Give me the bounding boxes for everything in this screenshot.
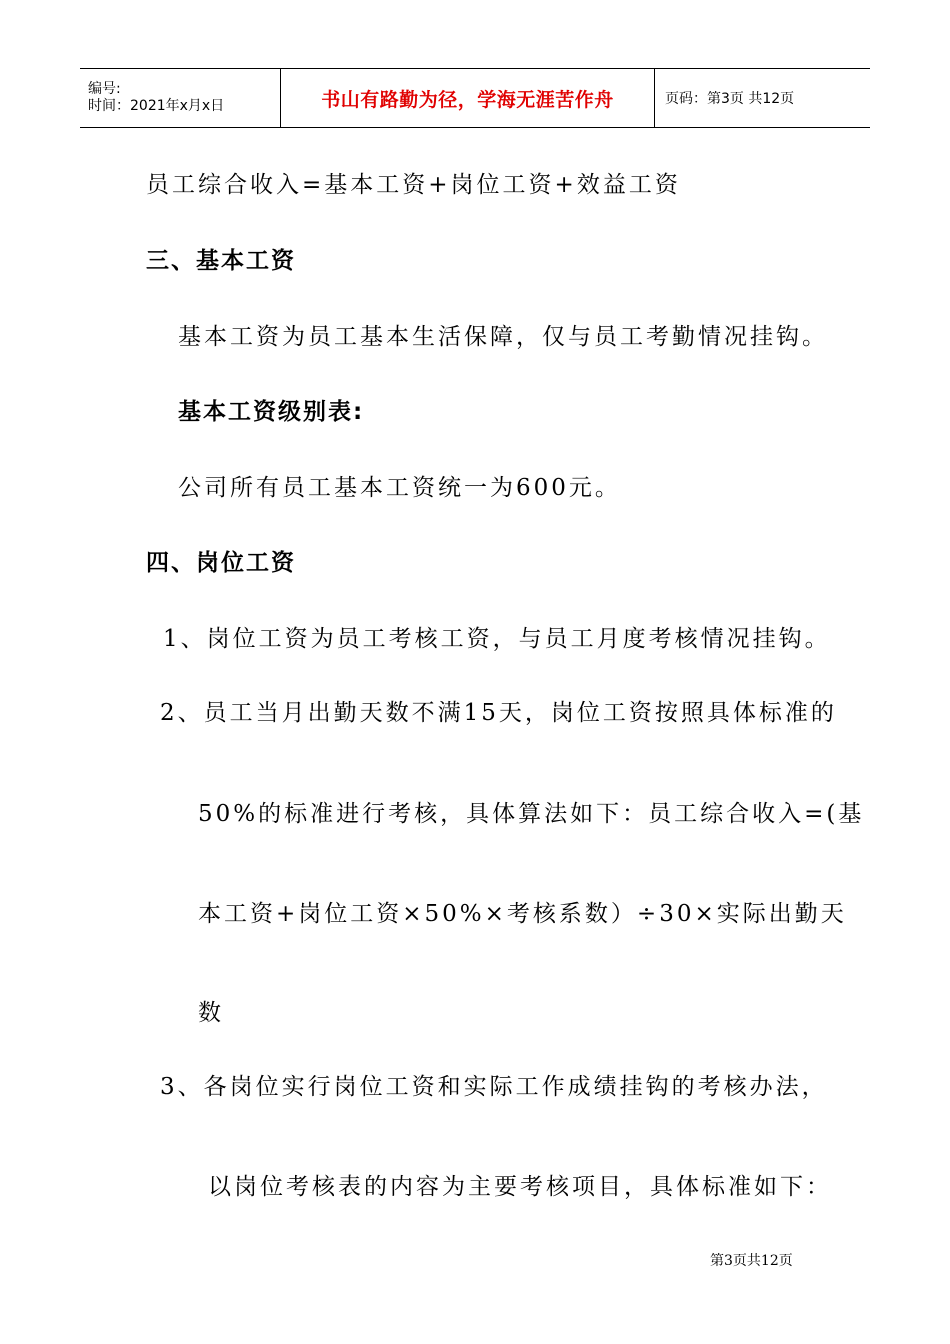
- section4-item2-line2: 50%的标准进行考核，具体算法如下：员工综合收入=(基: [198, 801, 865, 827]
- section4-item2-line1: 2、员工当月出勤天数不满15天，岗位工资按照具体标准的: [160, 700, 837, 726]
- section3-text: 基本工资为员工基本生活保障，仅与员工考勤情况挂钩。: [178, 324, 828, 350]
- header-page-cell: [655, 69, 870, 127]
- header-motto-cell: [281, 69, 655, 127]
- income-formula: 员工综合收入=基本工资+岗位工资+效益工资: [146, 172, 681, 198]
- section4-item2-line4: 数: [198, 1000, 224, 1026]
- section4-item3-line1: 3、各岗位实行岗位工资和实际工作成绩挂钩的考核办法，: [160, 1074, 828, 1100]
- section4-item3-line2: 以岗位考核表的内容为主要考核项目，具体标准如下：: [208, 1174, 832, 1200]
- header-meta: [80, 69, 281, 127]
- section4-item2-line3: 本工资+岗位工资×50%×考核系数）÷30×实际出勤天: [198, 901, 847, 927]
- section4-item1: 1、岗位工资为员工考核工资，与员工月度考核情况挂钩。: [163, 626, 831, 652]
- section4-title: 四、岗位工资: [146, 550, 296, 576]
- page-header: [80, 68, 870, 128]
- header-motto: 书山有路勤为径，学海无涯苦作舟: [321, 88, 614, 111]
- header-time-label: 时间：2021年x月x日: [88, 98, 225, 114]
- footer-page-info: 第3页共12页: [710, 1253, 793, 1269]
- section3-title: 三、基本工资: [146, 248, 296, 274]
- section3-subtitle: 基本工资级别表:: [178, 399, 365, 425]
- header-number-label: 编号:: [88, 81, 121, 97]
- section3-note: 公司所有员工基本工资统一为600元。: [178, 475, 621, 501]
- header-page-info: 页码：第3页 共12页: [665, 91, 795, 107]
